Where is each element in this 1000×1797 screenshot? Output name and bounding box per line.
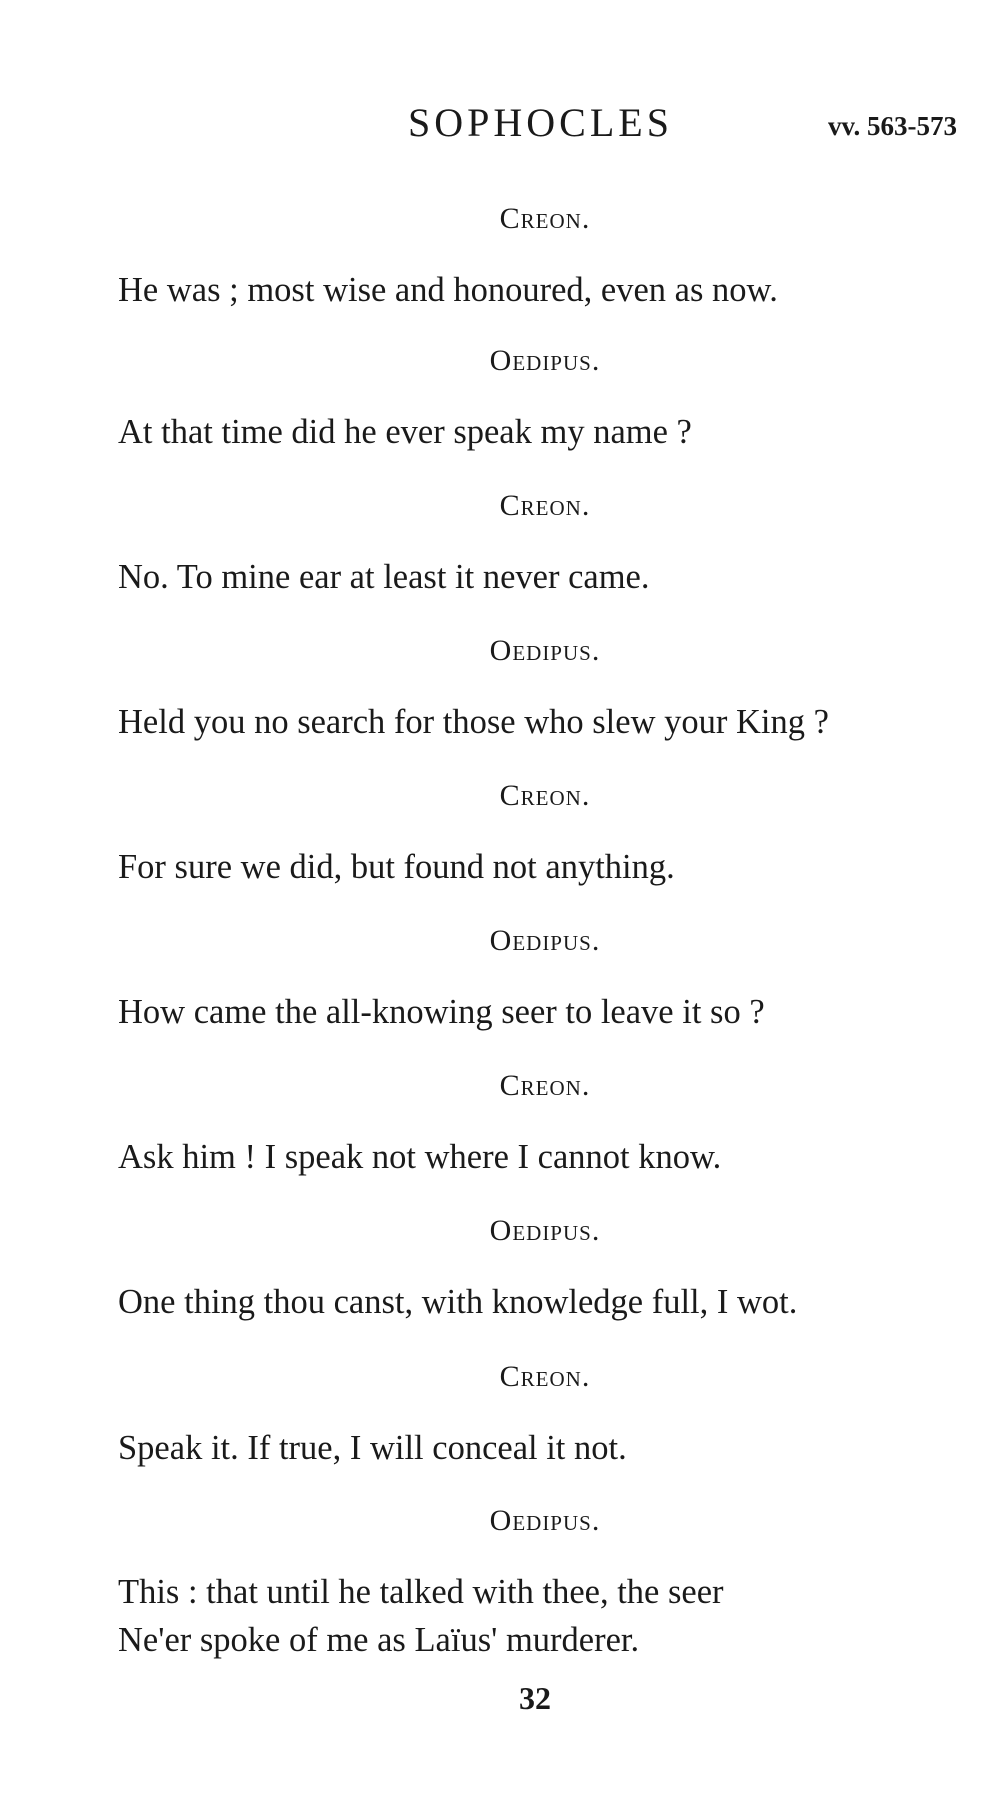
verse-line: Speak it. If true, I will conceal it not. <box>118 1429 627 1467</box>
speaker-name: Oedipus. <box>489 1504 601 1537</box>
speech <box>0 920 1000 1036</box>
speech <box>0 340 1000 456</box>
verse-range: vv. 563-573 <box>828 111 958 141</box>
verse-line: No. To mine ear at least it never came. <box>118 558 650 596</box>
speech <box>0 1210 1000 1326</box>
verse-line: He was ; most wise and honoured, even as now. <box>118 271 778 309</box>
verse-line: One thing thou canst, with knowledge full, I wot. <box>118 1283 798 1321</box>
running-head <box>0 98 1000 148</box>
speech <box>0 1500 1000 1664</box>
speech <box>0 198 1000 314</box>
speech <box>0 1065 1000 1181</box>
verse-line: This : that until he talked with thee, the seer <box>118 1573 724 1611</box>
page-number: 32 <box>519 1680 551 1716</box>
verse-line: Held you no search for those who slew your King ? <box>118 703 829 741</box>
speech <box>0 1356 1000 1472</box>
running-title: SOPHOCLES <box>408 100 673 145</box>
speaker-name: Oedipus. <box>489 344 601 377</box>
speaker-name: Creon. <box>499 779 591 812</box>
speaker-name: Creon. <box>499 1069 591 1102</box>
speaker-name: Creon. <box>499 202 591 235</box>
verse-line: How came the all-knowing seer to leave it so ? <box>118 993 765 1031</box>
speech <box>0 775 1000 891</box>
speech <box>0 630 1000 746</box>
speaker-name: Oedipus. <box>489 634 601 667</box>
speech <box>0 485 1000 601</box>
verse-line: For sure we did, but found not anything. <box>118 848 675 886</box>
speaker-name: Oedipus. <box>489 1214 601 1247</box>
speaker-name: Creon. <box>499 1360 591 1393</box>
verse-line: Ask him ! I speak not where I cannot know. <box>118 1138 722 1176</box>
speaker-name: Oedipus. <box>489 924 601 957</box>
verse-line: At that time did he ever speak my name ? <box>118 413 692 451</box>
speaker-name: Creon. <box>499 489 591 522</box>
verse-line: Ne'er spoke of me as Laïus' murderer. <box>118 1621 640 1659</box>
